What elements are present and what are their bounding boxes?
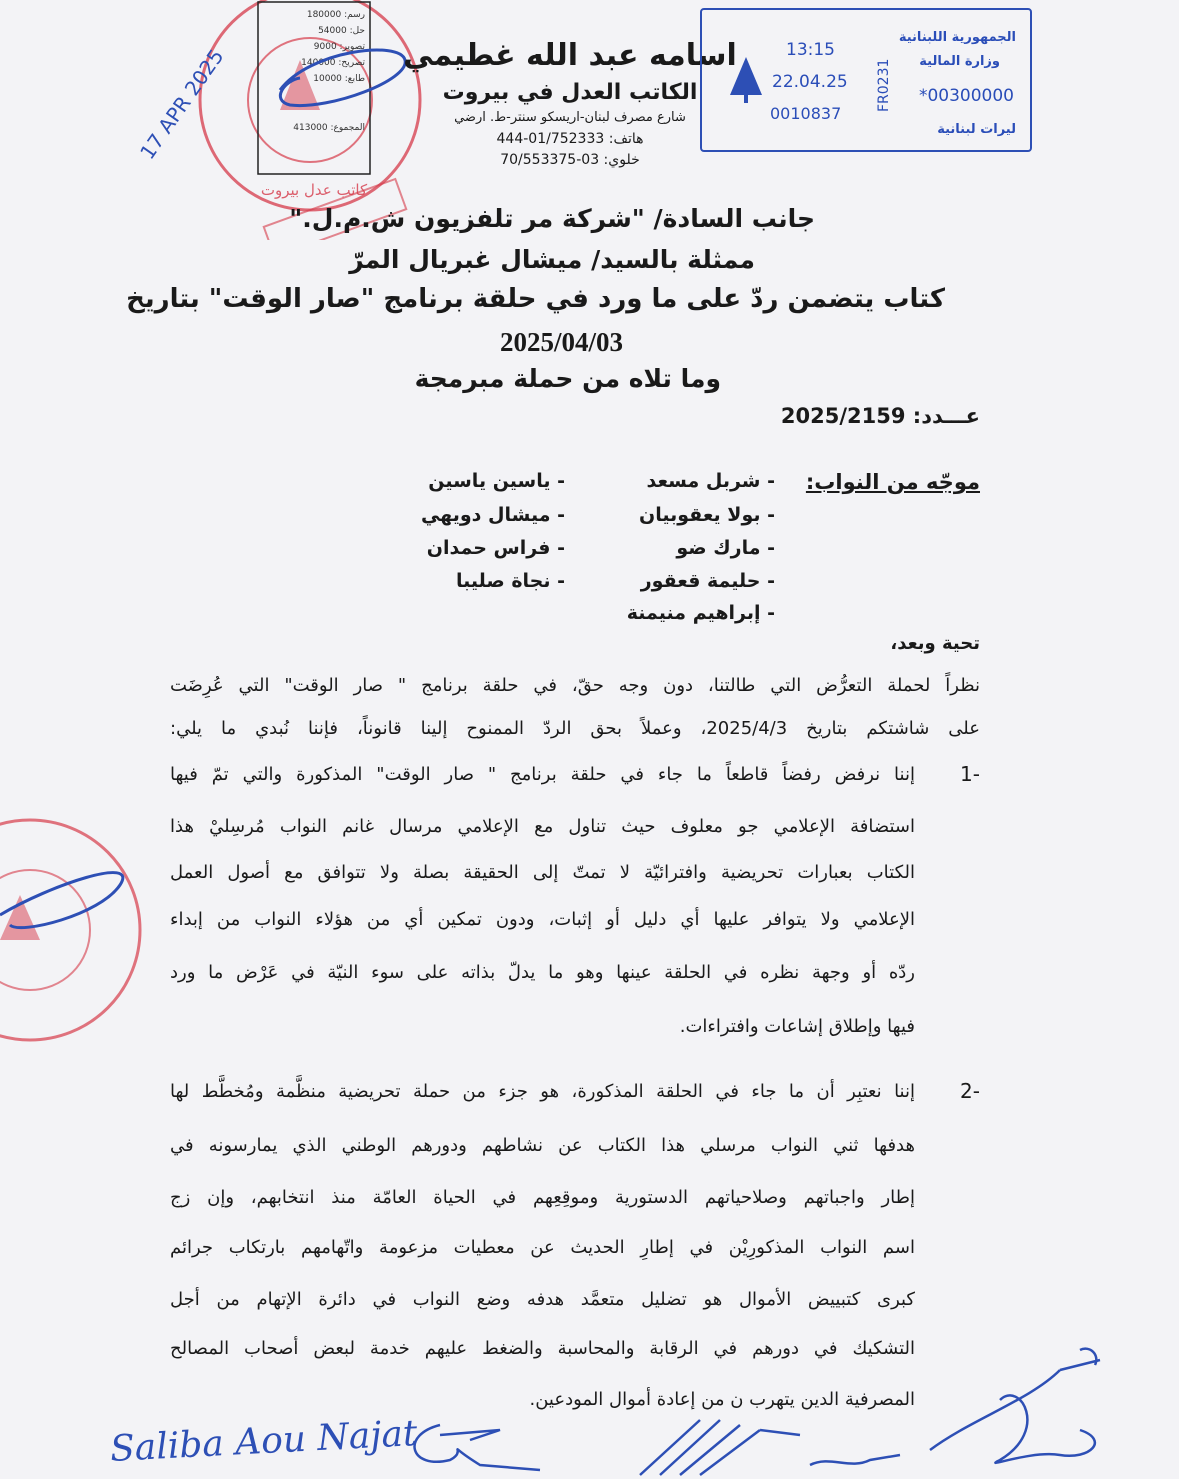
signatures: [0, 1340, 1179, 1479]
item1-line: الإعلامي ولا يتوافر عليها أي دليل أو إثبات، ودون تمكين أي من هؤلاء النواب من إبداء: [170, 909, 915, 930]
item-number: 2-: [960, 1079, 980, 1103]
item2-line: المصرفية الدين يتهرب ن من إعادة أموال المودعين.: [529, 1389, 915, 1410]
notary-title: الكاتب العدل في بيروت: [442, 80, 698, 105]
mp-item: - بولا يعقوبيان: [639, 504, 775, 526]
notary-phone: هاتف: 01/752333-444: [496, 131, 644, 147]
svg-text:المجموع: 413000: المجموع: 413000: [293, 123, 365, 133]
stamp-date: 17 APR 2025: [135, 44, 229, 164]
stamp-machine: FR0231: [876, 58, 892, 112]
mp-item: - حليمة قعقور: [640, 570, 775, 592]
mp-item: - إبراهيم منيمنة: [626, 602, 775, 624]
addressee-line1: جانب السادة/ "شركة مر تلفزيون ش.م.ل.": [289, 204, 815, 233]
cedar-icon: [724, 55, 768, 105]
item2-line: اسم النواب المذكورِيْن في إطارِ الحديث عن معطيات مزعومة واتّهامهم بارتكاب جرائم: [170, 1237, 915, 1258]
intro-line: على شاشتكم بتاريخ 2025/4/3، وعملاً بحق الردّ الممنوح إلينا قانوناً، فإننا نُبدي ما يلي:: [170, 718, 980, 739]
mp-item: - ياسين ياسين: [428, 470, 565, 492]
notary-address: شارع مصرف لبنان-اريسكو سنتر-ط. ارضي: [454, 110, 686, 125]
svg-text:تصوير: 9000: تصوير: 9000: [313, 42, 365, 52]
subject-line3: وما تلاه من حملة مبرمجة: [414, 364, 721, 393]
mp-item: - ميشال دويهي: [420, 504, 565, 526]
item-number: 1-: [960, 762, 980, 786]
mp-item: - مارك ضو: [676, 537, 775, 559]
notary-name: اسامه عبد الله غطيمي: [403, 38, 737, 73]
subject-line1: كتاب يتضمن ردّ على ما ورد في حلقة برنامج "صار الوقت" بتاريخ: [126, 284, 945, 314]
notary-mobile: خلوي: 03-70/553375: [500, 152, 640, 168]
stamp-time: 13:15: [786, 40, 835, 60]
item1-line: فيها وإطلاق إشاعات وافتراءات.: [679, 1016, 915, 1037]
intro-line: نظراً لحملة التعرُّض التي طالتنا، دون وجه حقّ، في حلقة برنامج " صار الوقت" التي عُرِضَت: [170, 675, 980, 696]
svg-text:تصريح: 140000: تصريح: 140000: [301, 58, 365, 68]
stamp-republic: الجمهورية اللبنانية: [898, 30, 1016, 45]
svg-text:حل: 54000: حل: 54000: [318, 26, 365, 36]
item2-line: كبرى كتبييض الأموال هو تضليل متعمَّد هدفه وضع النواب في دائرة الإتهام من أجل: [170, 1289, 915, 1310]
stamp-amount: *00300000: [918, 86, 1014, 106]
item1-line: استضافة الإعلامي جو معلوف حيث تناول مع الإعلامي مرسال غانم النواب مُرسِليْ هذا: [170, 816, 915, 837]
stamp-serial: 0010837: [770, 104, 842, 123]
item1-line: الكتاب بعبارات تحريضية وافترائيّة لا تمتّ إلى الحقيقة بصلة ولا تتوافق مع أصول العمل: [170, 862, 915, 883]
item2-line: إننا نعتبِر أن ما جاء في الحلقة المذكورة، هو جزء من حملة تحريضية منظَّمة ومُخطَّط لها: [170, 1081, 915, 1102]
item1-line: ردّه أو وجهة نظره في الحلقة عينها وهو ما يدلّ بذاته على سوء النيّة في عَرْض ما ورد: [170, 962, 915, 983]
item2-line: إطار واجباتهم وصلاحياتهم الدستورية وموقِعِهم في الحياة العامّة منذ انتخابهم، وإن زج: [170, 1187, 915, 1208]
stamp-date-fiscal: 22.04.25: [772, 72, 848, 92]
greeting: تحية وبعد،: [890, 633, 980, 654]
addressee-line2: ممثلة بالسيد/ ميشال غبريال المرّ: [349, 245, 755, 274]
reference-number: عـــدد: 2025/2159: [780, 404, 980, 428]
svg-text:رسم: 180000: رسم: 180000: [306, 10, 365, 20]
mp-item: - نجاة صليبا: [455, 570, 565, 592]
mp-item: - فراس حمدان: [426, 537, 565, 559]
mps-label: موجّه من النواب:: [805, 470, 980, 494]
item2-line: هدفها ثني النواب مرسلي هذا الكتاب عن نشاطهم ودورهم الوطني الذي يمارسونه في: [170, 1135, 915, 1156]
mp-item: - شربل مسعد: [646, 470, 775, 492]
svg-text:طابع: 10000: طابع: 10000: [313, 74, 365, 84]
svg-text:كاتب عدل بيروت: كاتب عدل بيروت: [260, 181, 368, 199]
stamp-ministry: وزارة المالية: [919, 54, 1000, 69]
signature-text: Saliba Aou Najat: [109, 1412, 419, 1471]
notary-stamp-side: [0, 815, 160, 1065]
item1-line: إننا نرفض رفضاً قاطعاً ما جاء في حلقة برنامج " صار الوقت" المذكورة والتي تمّ فيها: [170, 764, 915, 785]
fiscal-stamp: [700, 8, 1032, 152]
subject-date: 2025/04/03: [500, 327, 624, 357]
stamp-currency: ليرات لبنانية: [937, 122, 1016, 137]
item2-line: التشكيك في دورهم في الرقابة والمحاسبة والضغط عليهم خدمة لبعض أصحاب المصالح: [170, 1338, 915, 1359]
